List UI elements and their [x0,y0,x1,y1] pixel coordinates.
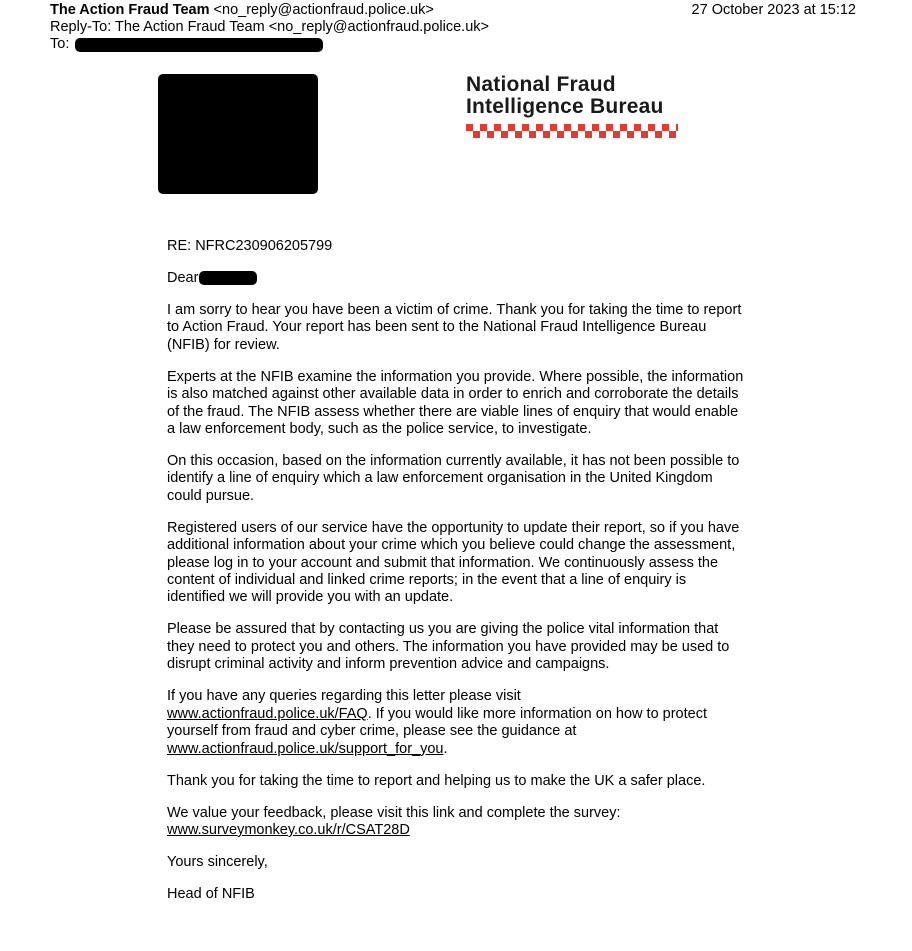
checker-square [662,124,669,131]
checker-square [571,131,578,138]
queries-mid: . If you would like more information on how to protect yourself from fraud and cyber crime, please see the guidance at [167,705,707,740]
checker-square [508,124,515,131]
logo-line-2: Intelligence Bureau [466,95,664,118]
greeting-line [167,270,747,287]
survey-link[interactable]: www.surveymonkey.co.uk/r/CSAT28D [167,821,410,838]
checker-square [487,131,494,138]
redacted-name [199,271,257,285]
checker-square [592,124,599,131]
paragraph: Please be assured that by contacting us you are giving the police vital information that they need to protect you and others. The information you have provided may be used to disrupt criminal activity and inform prevention advice and campaigns. [167,621,730,673]
signature: Head of NFIB [167,885,255,902]
from-line [50,2,434,19]
feedback-paragraph [167,805,747,840]
faq-link[interactable]: www.actionfraud.police.uk/FAQ [167,705,368,722]
checker-square [578,124,585,131]
logo-line-1: National Fraud [466,73,616,96]
sender-name: The Action Fraud Team [50,2,210,18]
paragraph: Experts at the NFIB examine the information you provide. Where possible, the information is also matched against other available data in order to enrich and corroborate the details of the fraud. The NFIB assess whether there are viable lines of enquiry that would enable a law enforcement body, such as the police service, to investigate. [167,368,744,438]
checker-square [515,131,522,138]
checker-square [543,131,550,138]
checker-square [494,124,501,131]
paragraph: On this occasion, based on the information currently available, it has not been possible to identify a line of enquiry which a law enforcement organisation in the United Kingdom could pursue. [167,453,740,504]
paragraph: Registered users of our service have the opportunity to update their report, so if you have additional information about your crime which you believe could change the assessment, please log in to your account and submit that information. We continuously assess the content of individual and linked crime reports; in the event that a line of enquiry is identified we will provide you with an update. [167,519,740,606]
closing: Yours sincerely, [167,853,268,870]
sender-email[interactable]: <no_reply@actionfraud.police.uk> [213,2,434,18]
checker-square [648,124,655,131]
queries-intro: If you have any queries regarding this letter please visit [167,688,521,705]
checker-square [501,131,508,138]
checker-square [473,131,480,138]
checker-square [550,124,557,131]
checker-square [655,131,662,138]
checker-square [557,131,564,138]
checker-square [536,124,543,131]
checkered-band-icon [466,124,678,138]
checker-square [620,124,627,131]
sent-date: 27 October 2023 at 15:12 [691,2,856,18]
reference-line: RE: NFRC230906205799 [167,238,333,254]
queries-end: . [443,740,448,757]
support-link[interactable]: www.actionfraud.police.uk/support_for_you [167,740,444,757]
reply-to-label: Reply-To: [50,19,112,35]
to-label: To: [50,36,70,52]
letter-body [167,238,747,918]
nfib-logo [466,74,681,138]
redacted-address [158,74,318,194]
redacted-recipient [75,38,323,52]
thanks-line: Thank you for taking the time to report and helping us to make the UK a safer place. [167,772,706,789]
checker-square [466,124,473,131]
checker-square [522,124,529,131]
checker-square [529,131,536,138]
to-line [50,36,69,53]
checker-square [606,124,613,131]
checker-square [669,131,676,138]
checker-square [627,131,634,138]
greeting: Dear [167,270,199,286]
checker-square [564,124,571,131]
paragraph: I am sorry to hear you have been a victim of crime. Thank you for taking the time to report to Action Fraud. Your report has been sent to the National Fraud Intelligence Bureau (NFIB) for review. [167,302,742,353]
reply-to-address[interactable]: The Action Fraud Team <no_reply@actionfraud.police.uk> [115,19,489,35]
checker-square [480,124,487,131]
feedback-intro: We value your feedback, please visit this link and complete the survey: [167,804,621,821]
reply-to-line [50,19,489,36]
checker-square [613,131,620,138]
queries-paragraph [167,688,747,758]
checker-square [599,131,606,138]
checker-square [676,124,678,131]
checker-square [641,131,648,138]
checker-square [634,124,641,131]
checker-square [585,131,592,138]
